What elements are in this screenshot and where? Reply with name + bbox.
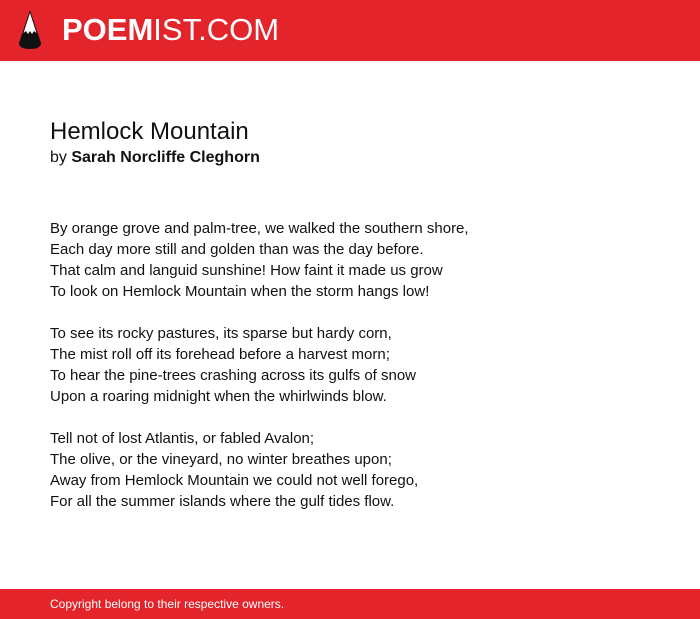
poem-line: The olive, or the vineyard, no winter breathes upon; <box>50 451 392 468</box>
site-header <box>0 0 700 61</box>
logo-bold-text: POEM <box>62 12 154 47</box>
poem-line: The mist roll off its forehead before a harvest morn; <box>50 346 390 363</box>
poem-body <box>50 218 670 512</box>
poem-byline <box>50 147 670 169</box>
pencil-tip-icon[interactable] <box>17 9 43 51</box>
byline-label: by <box>50 149 67 166</box>
poem-line: By orange grove and palm-tree, we walked the southern shore, <box>50 220 469 237</box>
poem-stanza <box>50 323 670 407</box>
copyright-notice: Copyright belong to their respective owners. <box>50 597 285 611</box>
poem-title: Hemlock Mountain <box>50 118 249 145</box>
poem-stanza <box>50 218 670 302</box>
poem-author: Sarah Norcliffe Cleghorn <box>71 149 260 166</box>
poem-content <box>50 117 670 533</box>
poem-line: Tell not of lost Atlantis, or fabled Avalon; <box>50 430 315 447</box>
poem-line: That calm and languid sunshine! How faint it made us grow <box>50 262 443 279</box>
poem-line: For all the summer islands where the gulf tides flow. <box>50 493 395 510</box>
poem-line: To see its rocky pastures, its sparse but hardy corn, <box>50 325 392 342</box>
site-logo[interactable] <box>62 12 279 48</box>
poem-line: Upon a roaring midnight when the whirlwinds blow. <box>50 388 387 405</box>
poem-line: Away from Hemlock Mountain we could not well forego, <box>50 472 419 489</box>
poem-line: To hear the pine-trees crashing across its gulfs of snow <box>50 367 417 384</box>
poem-line: To look on Hemlock Mountain when the storm hangs low! <box>50 283 430 300</box>
site-footer <box>0 589 700 619</box>
logo-light-text: IST.COM <box>153 12 280 47</box>
poem-stanza <box>50 428 670 512</box>
poem-line: Each day more still and golden than was the day before. <box>50 241 424 258</box>
